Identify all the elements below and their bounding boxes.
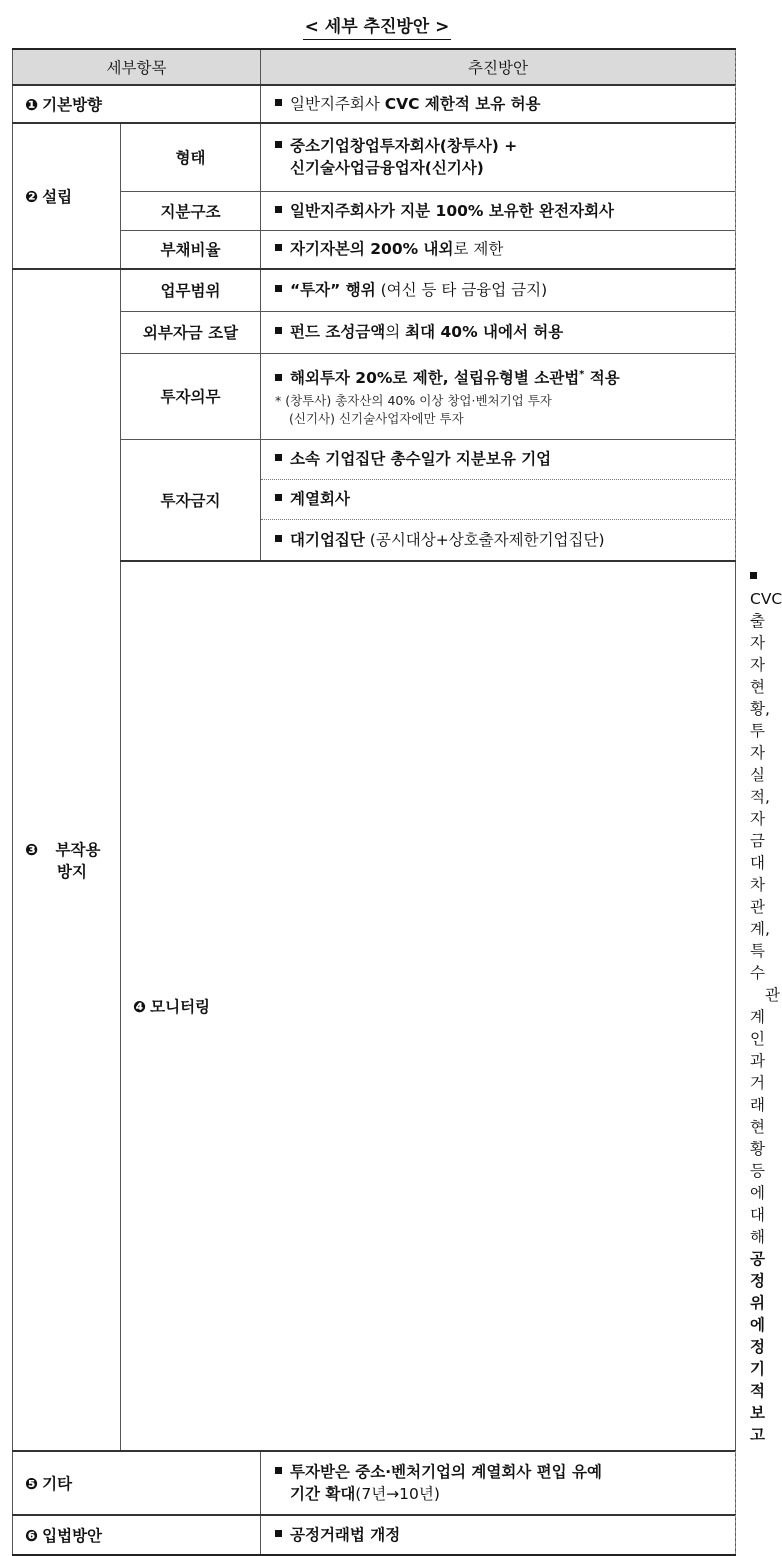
category-label: 모니터링: [150, 997, 211, 1016]
category-label-2: 방지: [57, 862, 87, 881]
category-label: 설립: [42, 188, 73, 206]
plan-bold-text: 공정위에 정기적 보고: [750, 1250, 765, 1444]
row-monitor: [13, 561, 736, 1451]
plan-ban-1: [261, 439, 736, 479]
category-basic: [13, 85, 261, 123]
number-badge-icon: ❹: [133, 997, 147, 1016]
category-monitor: [121, 561, 736, 1451]
bullet-square-icon: [275, 285, 282, 292]
row-basic: [13, 85, 736, 123]
plan-bold-text: 적용: [584, 369, 620, 388]
category-etc: [13, 1451, 261, 1515]
category-label: 부작용: [55, 840, 101, 859]
plan-bold-text: 기간 확대: [290, 1484, 356, 1503]
footnote-line: * (창투사) 총자산의 40% 이상 창업·벤처기업 투자: [275, 392, 552, 408]
bullet-square-icon: [275, 99, 282, 106]
plan-law: [261, 1515, 736, 1555]
plan-bold-text: “투자” 행위: [290, 281, 376, 300]
footnote: [275, 392, 727, 428]
bullet-square-icon: [275, 327, 282, 334]
bullet-square-icon: [275, 454, 282, 461]
plan-funding: [261, 311, 736, 353]
number-badge-icon: ❷: [25, 188, 39, 206]
sub-equity: 지분구조: [121, 191, 261, 230]
bullet-square-icon: [275, 374, 282, 381]
plan-bold-text: 투자받은 중소·벤처기업의 계열회사 편입 유예: [290, 1462, 602, 1481]
category-label: 입법방안: [42, 1526, 103, 1545]
sub-funding: 외부자금 조달: [121, 311, 261, 353]
plan-ban-2: [261, 479, 736, 519]
plan-text: (공시대상+상호출자제한기업집단): [364, 530, 605, 549]
sub-duty: 투자의무: [121, 353, 261, 439]
plan-bold-text: 일반지주회사가 지분 100% 보유한 완전자회사: [290, 201, 615, 220]
plan-bold-text: 펀드 조성금액: [290, 323, 386, 341]
plan-text: (여신 등 타 금융업 금지): [375, 281, 548, 300]
bullet-square-icon: [275, 1530, 282, 1537]
row-prevent-ban-1: [13, 439, 736, 479]
table-header-row: [13, 49, 736, 85]
bullet-square-icon: [275, 494, 282, 501]
footnote-line: (신기사) 신기술사업자에만 투자: [289, 410, 464, 426]
plan-text: 로 제한: [453, 240, 504, 259]
plan-basic: [261, 85, 736, 123]
plan-bold-text: 중소기업창업투자회사(창투사) +: [290, 137, 518, 156]
row-prevent-duty: [13, 353, 736, 439]
sub-ban: 투자금지: [121, 439, 261, 561]
plan-debt: [261, 230, 736, 269]
bullet-square-icon: [275, 535, 282, 542]
plan-bold-text: 공정거래법 개정: [290, 1525, 401, 1544]
plan-form: [261, 123, 736, 191]
plan-scope: [261, 269, 736, 311]
plan-bold-text: 대기업집단: [290, 530, 365, 549]
plan-etc: [261, 1451, 736, 1515]
bullet-square-icon: [275, 206, 282, 213]
plan-text: 의: [385, 323, 406, 341]
number-badge-icon: ❺: [25, 1474, 39, 1493]
plan-bold-text: 신기술사업금융업자(신기사): [290, 159, 484, 178]
plan-equity: [261, 191, 736, 230]
row-etc: [13, 1451, 736, 1515]
plan-bold-text: 소속 기업집단 총수일가 지분보유 기업: [290, 450, 552, 468]
category-label: 기본방향: [42, 96, 103, 114]
category-setup: [13, 123, 121, 269]
plan-table: [12, 48, 782, 1556]
sub-debt: 부채비율: [121, 230, 261, 269]
sub-scope: 업무범위: [121, 269, 261, 311]
bullet-square-icon: [750, 572, 757, 579]
header-plan: 추진방안: [261, 49, 736, 85]
number-badge-icon: ❻: [25, 1526, 39, 1545]
plan-bold-text: 자기자본의 200% 내외: [290, 240, 454, 259]
number-badge-icon: ❶: [25, 96, 39, 114]
plan-duty: [261, 353, 736, 439]
row-prevent-scope: [13, 269, 736, 311]
number-badge-icon: ❸: [25, 840, 39, 859]
row-prevent-funding: [13, 311, 736, 353]
plan-text: (7년→10년): [355, 1484, 440, 1503]
plan-bold-text: 최대 40% 내에서 허용: [405, 323, 564, 341]
bullet-square-icon: [275, 141, 282, 148]
bullet-square-icon: [275, 244, 282, 251]
category-law: [13, 1515, 261, 1555]
row-law: [13, 1515, 736, 1555]
row-setup-debt: [13, 230, 736, 269]
category-label: 기타: [42, 1474, 73, 1493]
plan-bold-text: 해외투자 20%로 제한, 설립유형별 소관법: [290, 369, 580, 388]
bullet-square-icon: [275, 1467, 282, 1474]
plan-text: CVC 출자자 현황, 투자실적, 자금대차관계, 특수: [750, 590, 782, 982]
plan-bold-text: 계열회사: [290, 490, 350, 508]
plan-ban-3: [261, 519, 736, 561]
page-title: < 세부 추진방안 >: [0, 12, 754, 37]
row-setup-form: [13, 123, 736, 191]
sub-form: 형태: [121, 123, 261, 191]
plan-text: 관계인과 거래현황 등에 대해: [750, 986, 780, 1246]
category-prevent: [13, 269, 121, 1451]
row-setup-equity: [13, 191, 736, 230]
plan-bold-text: CVC 제한적 보유 허용: [384, 95, 541, 113]
footnote-mark: *: [579, 369, 585, 381]
header-item: 세부항목: [13, 49, 261, 85]
plan-text: 일반지주회사: [290, 95, 385, 113]
